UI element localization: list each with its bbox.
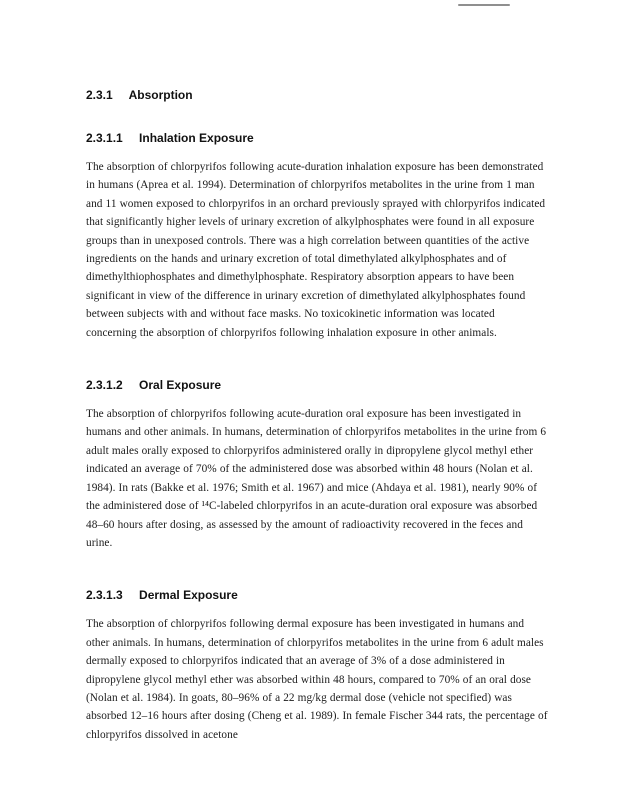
section-number: 2.3.1.2: [86, 378, 123, 393]
paragraph-oral-exposure: The absorption of chlorpyrifos following acute-duration oral exposure has been investigated in humans and other animals. In humans, determination of chlorpyrifos metabolites in the urine from 6 adult males orally exposed to chlorpyrifos administered orally in dipropylene glycol methyl ether indicated an average of 70% of the administered dose was absorbed within 48 hours (Nolan et al. 1984). In rats (Bakke et al. 1976; Smith et al. 1967) and mice (Ahdaya et al. 1981), nearly 90% of the administered dose of ¹⁴C-labeled chlorpyrifos in an acute-duration oral exposure was absorbed 48–60 hours after dosing, as assessed by the amount of radioactivity recovered in the feces and urine.: [86, 408, 547, 549]
section-heading-oral-exposure: [86, 378, 548, 392]
section-title: Oral Exposure: [139, 378, 222, 393]
paragraph-inhalation-exposure: The absorption of chlorpyrifos following acute-duration inhalation exposure has been demonstrated in humans (Aprea et al. 1994). Determination of chlorpyrifos metabolites in the urine from 1 man and 11 women exposed to chlorpyrifos in an orchard previously sprayed with chlorpyrifos indicated that significantly higher levels of urinary excretion of alkylphosphates were found in all exposure groups than in unexposed controls. There was a high correlation between quantities of the active ingredients on the hands and urinary excretion of total dimethylated alkylphosphates and of dimethylthiophosphates and dimethylphosphate. Respiratory absorption appears to have been significant in view of the difference in urinary excretion of dimethylated alkylphosphates found between subjects with and without face masks. No toxicokinetic information was located concerning the absorption of chlorpyrifos following inhalation exposure in other animals.: [86, 161, 546, 339]
section-number: 2.3.1.1: [86, 131, 123, 145]
section-heading-absorption: [86, 88, 548, 102]
section-number: 2.3.1: [86, 88, 113, 102]
section-title: Dermal Exposure: [139, 588, 238, 603]
section-number: 2.3.1.3: [86, 588, 123, 603]
section-heading-inhalation-exposure: [86, 131, 548, 145]
scan-artifact-line: [458, 4, 510, 6]
section-heading-dermal-exposure: [86, 588, 548, 602]
paragraph-dermal-exposure: The absorption of chlorpyrifos following dermal exposure has been investigated in humans and other animals. In humans, determination of chlorpyrifos metabolites in the urine from 6 adult males dermally exposed to chlorpyrifos indicated that an average of 3% of a dose administered in dipropylene glycol methyl ether was absorbed within 48 hours, compared to 70% of an oral dose (Nolan et al. 1984). In goats, 80–96% of a 22 mg/kg dermal dose (vehicle not specified) was absorbed 12–16 hours after dosing (Cheng et al. 1989). In female Fischer 344 rats, the percentage of chlorpyrifos dissolved in acetone: [86, 618, 548, 741]
page-content: [86, 88, 548, 744]
section-title: Inhalation Exposure: [139, 131, 254, 145]
section-title: Absorption: [128, 88, 193, 102]
